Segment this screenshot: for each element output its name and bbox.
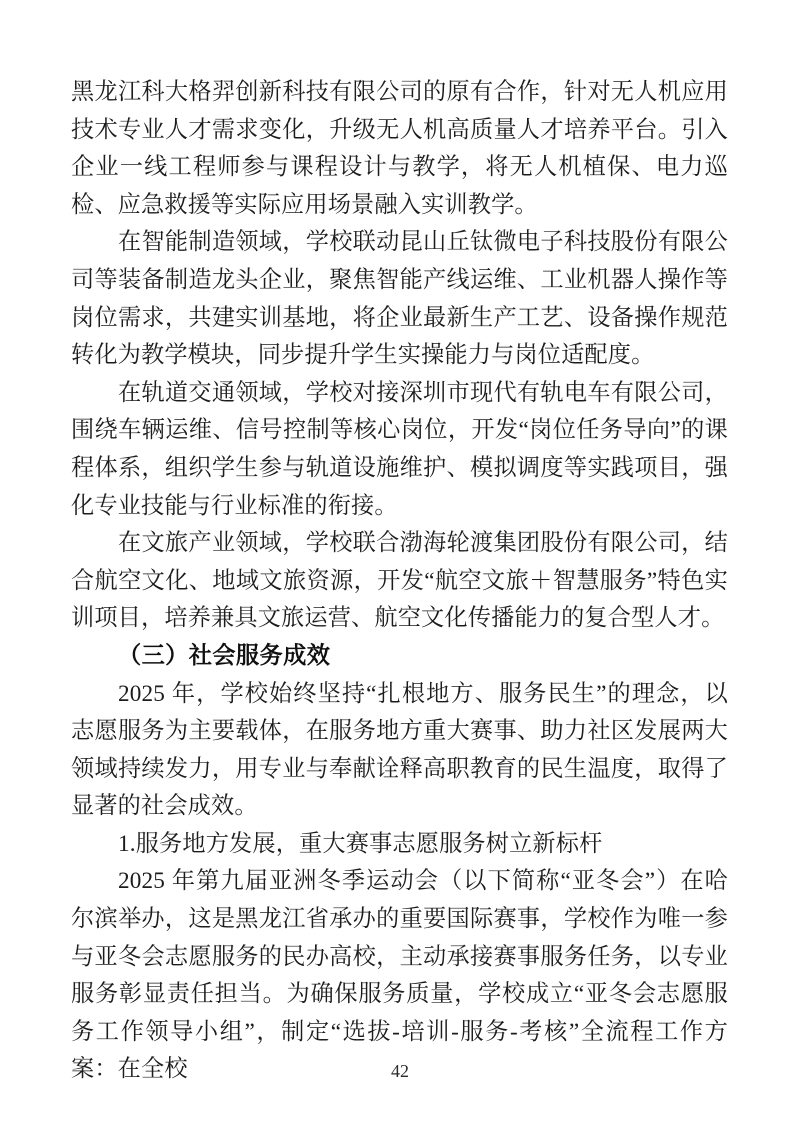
paragraph-rail-transit: 在轨道交通领域，学校对接深圳市现代有轨电车有限公司，围绕车辆运维、信号控制等核心岗位，开发“岗位任务导向”的课程体系，组织学生参与轨道设施维护、模拟调度等实践项目，强化专业技能与行业标准的衔接。: [71, 379, 728, 519]
subsection-heading-local-development: 1.服务地方发展，重大赛事志愿服务树立新标杆: [118, 830, 603, 857]
paragraph-asian-winter-games: 2025 年第九届亚洲冬季运动会（以下简称“亚冬会”）在哈尔滨举办，这是黑龙江省承办的重要国际赛事，学校作为唯一参与亚冬会志愿服务的民办高校，主动承接赛事服务任务，以专业服务彰显责任担当。为确保服务质量，学校成立“亚冬会志愿服务工作领导小组”，制定“选拔-培训-服务-考核”全流程工作方案：在全校: [71, 868, 728, 1083]
paragraph-culture-tourism: 在文旅产业领域，学校联合渤海轮渡集团股份有限公司，结合航空文化、地域文旅资源，开发“航空文旅＋智慧服务”特色实训项目，培养兼具文旅运营、航空文化传播能力的复合型人才。: [71, 530, 728, 632]
page-content: [71, 74, 728, 1089]
paragraph-2025-philosophy: 2025 年，学校始终坚持“扎根地方、服务民生”的理念，以志愿服务为主要载体，在服务地方重大赛事、助力社区发展两大领域持续发力，用专业与奉献诠释高职教育的民生温度，取得了显著的社会成效。: [71, 680, 728, 820]
paragraph-intelligent-manufacturing: 在智能制造领域，学校联动昆山丘钛微电子科技股份有限公司等装备制造龙头企业，聚焦智能产线运维、工业机器人操作等岗位需求，共建实训基地，将企业最新生产工艺、设备操作规范转化为教学模块，同步提升学生实操能力与岗位适配度。: [71, 229, 728, 369]
section-heading-social-service: （三）社会服务成效: [118, 642, 331, 669]
paragraph-drone-cooperation: 黑龙江科大格羿创新科技有限公司的原有合作，针对无人机应用技术专业人才需求变化，升级无人机高质量人才培养平台。引入企业一线工程师参与课程设计与教学，将无人机植保、电力巡检、应急救援等实际应用场景融入实训教学。: [71, 79, 728, 218]
page-number: 42: [391, 1061, 409, 1081]
